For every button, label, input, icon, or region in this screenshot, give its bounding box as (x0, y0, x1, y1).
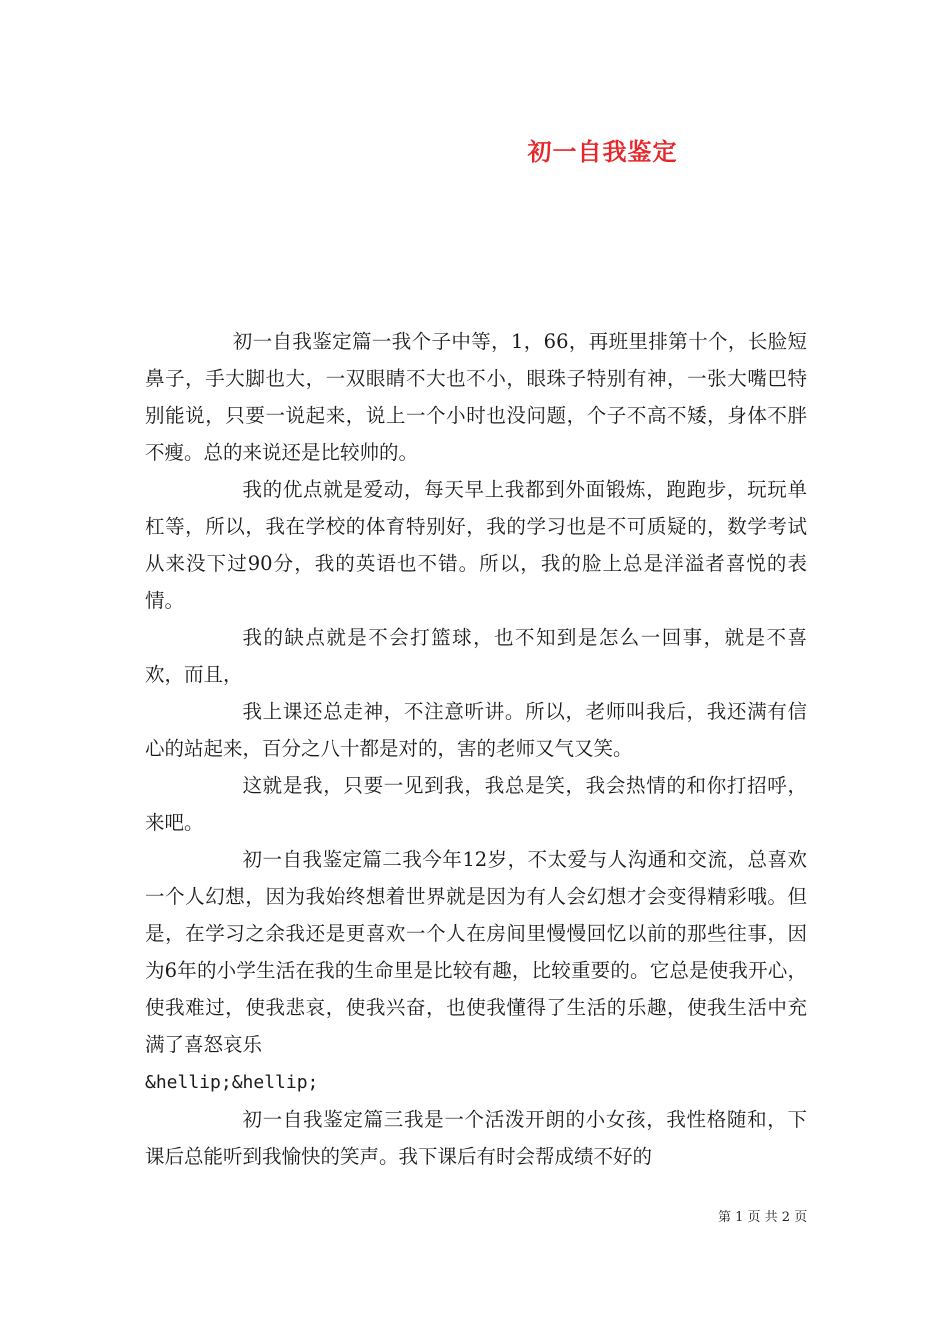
paragraph-7: 初一自我鉴定篇三我是一个活泼开朗的小女孩，我性格随和，下课后总能听到我愉快的笑声。我下课后有时会帮成绩不好的 (145, 1108, 807, 1168)
paragraph-5: 这就是我，只要一见到我，我总是笑，我会热情的和你打招呼，来吧。 (145, 774, 807, 834)
paragraph-6: 初一自我鉴定篇二我今年12岁，不太爱与人沟通和交流，总喜欢一个人幻想，因为我始终想着世界就是因为有人会幻想才会变得精彩哦。但是，在学习之余我还是更喜欢一个人在房间里慢慢回忆以前的那些往事，因为6年的小学生活在我的生命里是比较有趣，比较重要的。它总是使我开心，使我难过，使我悲哀，使我兴奋，也使我懂得了生活的乐趣，使我生活中充满了喜怒哀乐 (145, 848, 807, 1056)
paragraph-6-ellipsis (145, 1063, 807, 1101)
paragraph-3: 我的缺点就是不会打篮球，也不知到是怎么一回事，就是不喜欢，而且， (145, 626, 807, 686)
paragraph-4: 我上课还总走神，不注意听讲。所以，老师叫我后，我还满有信心的站起来，百分之八十都是对的，害的老师又气又笑。 (145, 700, 807, 760)
document-title: 初一自我鉴定 (527, 137, 678, 166)
paragraph-2: 我的优点就是爱动，每天早上我都到外面锻炼，跑跑步，玩玩单杠等，所以，我在学校的体育特别好，我的学习也是不可质疑的，数学考试从来没下过90分，我的英语也不错。所以，我的脸上总是洋溢者喜悦的表情。 (145, 478, 807, 612)
ellipsis-entity-text: &hellip;&hellip; (145, 1072, 319, 1093)
paragraph-1: 初一自我鉴定篇一我个子中等，1，66，再班里排第十个，长脸短鼻子，手大脚也大，一双眼睛不大也不小，眼珠子特别有神，一张大嘴巴特别能说，只要一说起来，说上一个小时也没问题，个子不高不矮，身体不胖不瘦。总的来说还是比较帅的。 (145, 330, 807, 464)
document-body (145, 323, 807, 1175)
page-number-footer: 第 1 页 共 2 页 (718, 1210, 808, 1225)
